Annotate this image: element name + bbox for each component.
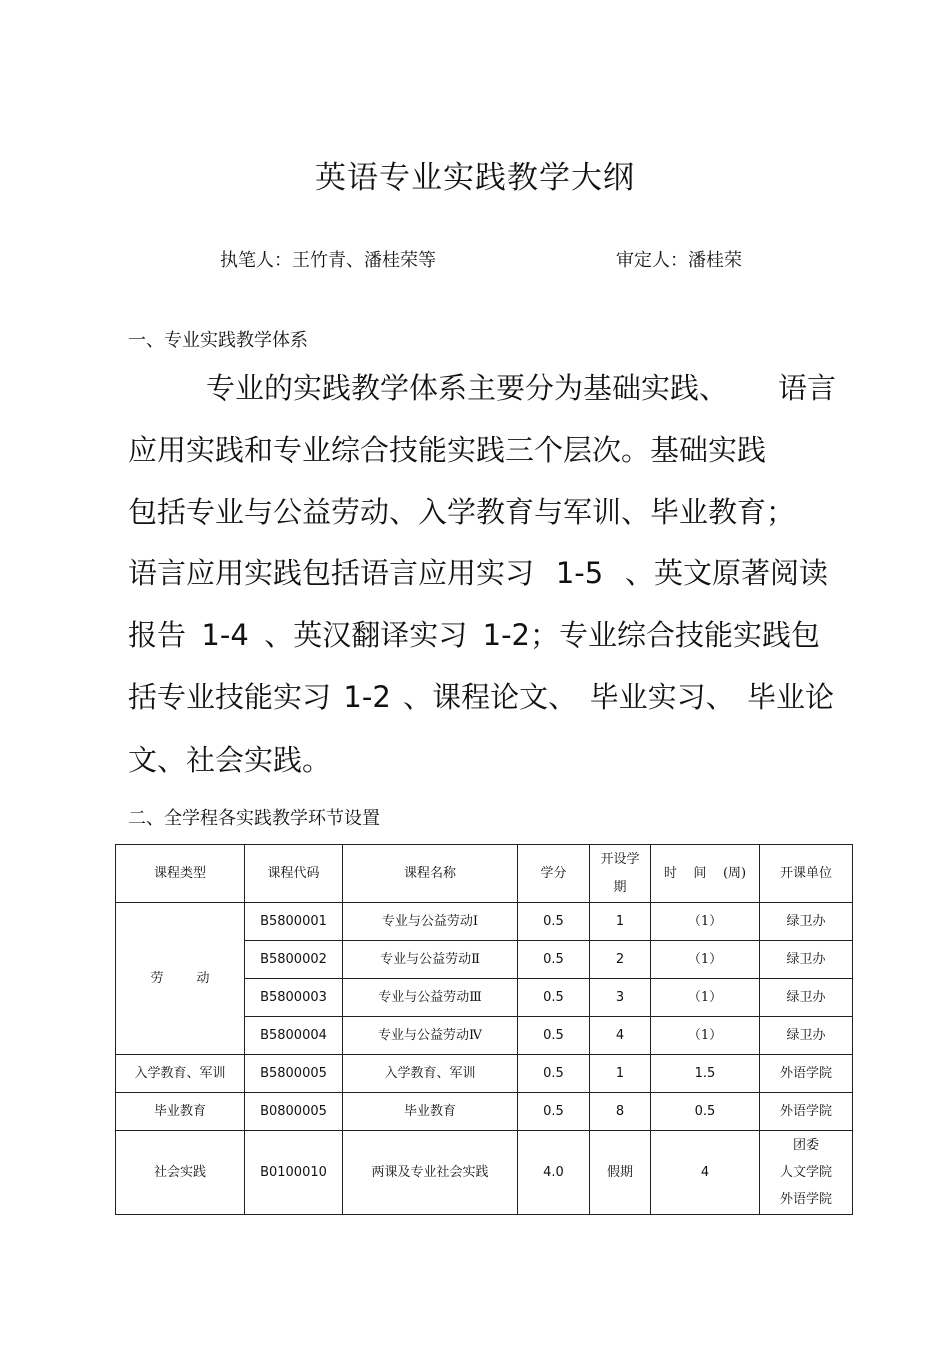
cell-type-labor: 劳 动: [116, 903, 245, 1055]
paragraph-line-1-part-1: 专业的实践教学体系主要分为基础实践、: [206, 371, 729, 405]
cell-unit: 绿卫办: [760, 941, 853, 979]
cell-code: B0100010: [245, 1131, 343, 1215]
table-row: [116, 1131, 853, 1215]
table-header-row: [116, 845, 853, 903]
paragraph-line-5-part-4: 1-2；专业综合技能实践包: [482, 618, 820, 652]
paragraph-line-7-part-1: 文、社会实践。: [128, 743, 332, 777]
table-row: [116, 1093, 853, 1131]
paragraph-line-1: [206, 368, 836, 408]
paragraph-line-3: [128, 492, 836, 532]
paragraph-line-3-part-1: 包括专业与公益劳动、入学教育与军训、毕业教育；: [128, 495, 796, 529]
paragraph-line-4: [128, 553, 828, 593]
cell-name: 专业与公益劳动Ⅲ: [343, 979, 518, 1017]
cell-unit: 绿卫办: [760, 903, 853, 941]
cell-unit-multi: [760, 1131, 853, 1215]
cell-credit: 0.5: [518, 1055, 590, 1093]
author-writer: 执笔人：王竹青、潘桂荣等: [220, 250, 436, 271]
cell-semester: 4: [590, 1017, 651, 1055]
cell-semester: 假期: [590, 1131, 651, 1215]
cell-code: B5800004: [245, 1017, 343, 1055]
document-title: 英语专业实践教学大纲: [315, 160, 635, 196]
header-type: 课程类型: [116, 845, 245, 903]
cell-time: 4: [651, 1131, 760, 1215]
cell-semester: 3: [590, 979, 651, 1017]
header-name: 课程名称: [343, 845, 518, 903]
paragraph-line-2: [128, 430, 836, 470]
cell-unit: 绿卫办: [760, 1017, 853, 1055]
paragraph-line-5: [128, 615, 820, 655]
paragraph-line-5-part-3: 、英汉翻译实习: [264, 618, 468, 652]
cell-type: 入学教育、军训: [116, 1055, 245, 1093]
header-code: 课程代码: [245, 845, 343, 903]
paragraph-line-4-part-3: 、英文原著阅读: [624, 556, 828, 590]
cell-time: （1）: [651, 1017, 760, 1055]
cell-unit: 外语学院: [760, 1055, 853, 1093]
paragraph-line-1-part-2: 语言: [777, 371, 836, 405]
paragraph-line-6-part-4: 毕业实习、: [589, 680, 735, 714]
paragraph-line-4-part-2: 1-5: [555, 556, 604, 590]
cell-credit: 0.5: [518, 1093, 590, 1131]
unit-line-2: 人文学院: [779, 1165, 832, 1180]
table-row: [116, 903, 853, 941]
cell-semester: 1: [590, 903, 651, 941]
paragraph-line-5-part-1: 报告: [128, 618, 187, 652]
paragraph-line-5-part-2: 1-4: [201, 618, 249, 652]
cell-credit: 0.5: [518, 941, 590, 979]
cell-code: B5800003: [245, 979, 343, 1017]
paragraph-line-2-part-1: 应用实践和专业综合技能实践三个层次。基础实践: [128, 433, 767, 467]
practice-course-table: [115, 844, 853, 1215]
unit-line-3: 外语学院: [779, 1192, 832, 1207]
cell-credit: 0.5: [518, 903, 590, 941]
header-credit: 学分: [518, 845, 590, 903]
table-row: [116, 1055, 853, 1093]
cell-name: 专业与公益劳动Ⅳ: [343, 1017, 518, 1055]
author-reviewer: 审定人：潘桂荣: [616, 250, 742, 271]
header-semester-line-2: 期: [613, 879, 627, 895]
cell-time: （1）: [651, 903, 760, 941]
cell-unit: 外语学院: [760, 1093, 853, 1131]
paragraph-line-6-part-1: 括专业技能实习: [128, 680, 332, 714]
header-unit: 开课单位: [760, 845, 853, 903]
cell-credit: 0.5: [518, 979, 590, 1017]
cell-name: 专业与公益劳动Ⅱ: [343, 941, 518, 979]
header-time: 时 间 (周): [651, 845, 760, 903]
cell-semester: 1: [590, 1055, 651, 1093]
cell-credit: 0.5: [518, 1017, 590, 1055]
cell-type: 毕业教育: [116, 1093, 245, 1131]
unit-line-1: 团委: [792, 1138, 819, 1153]
header-semester-line-1: 开设学: [600, 851, 640, 867]
cell-time: 1.5: [651, 1055, 760, 1093]
header-semester: [590, 845, 651, 903]
paragraph-line-7: [128, 740, 836, 780]
cell-semester: 8: [590, 1093, 651, 1131]
cell-code: B5800002: [245, 941, 343, 979]
cell-type: 社会实践: [116, 1131, 245, 1215]
cell-name: 两课及专业社会实践: [343, 1131, 518, 1215]
paragraph-line-6-part-2: 1-2: [343, 680, 391, 714]
section-heading-1: 一、专业实践教学体系: [128, 330, 308, 351]
cell-unit: 绿卫办: [760, 979, 853, 1017]
cell-name: 毕业教育: [343, 1093, 518, 1131]
paragraph-line-6: [128, 677, 834, 717]
paragraph-line-6-part-5: 毕业论: [746, 680, 834, 714]
paragraph-line-4-part-1: 语言应用实践包括语言应用实习: [128, 556, 535, 590]
cell-time: 0.5: [651, 1093, 760, 1131]
cell-credit: 4.0: [518, 1131, 590, 1215]
cell-semester: 2: [590, 941, 651, 979]
cell-code: B5800001: [245, 903, 343, 941]
cell-time: （1）: [651, 941, 760, 979]
cell-code: B5800005: [245, 1055, 343, 1093]
cell-name: 入学教育、军训: [343, 1055, 518, 1093]
cell-name: 专业与公益劳动Ⅰ: [343, 903, 518, 941]
cell-time: （1）: [651, 979, 760, 1017]
paragraph-line-6-part-3: 、课程论文、: [403, 680, 578, 714]
section-heading-2: 二、全学程各实践教学环节设置: [128, 808, 380, 829]
cell-code: B0800005: [245, 1093, 343, 1131]
